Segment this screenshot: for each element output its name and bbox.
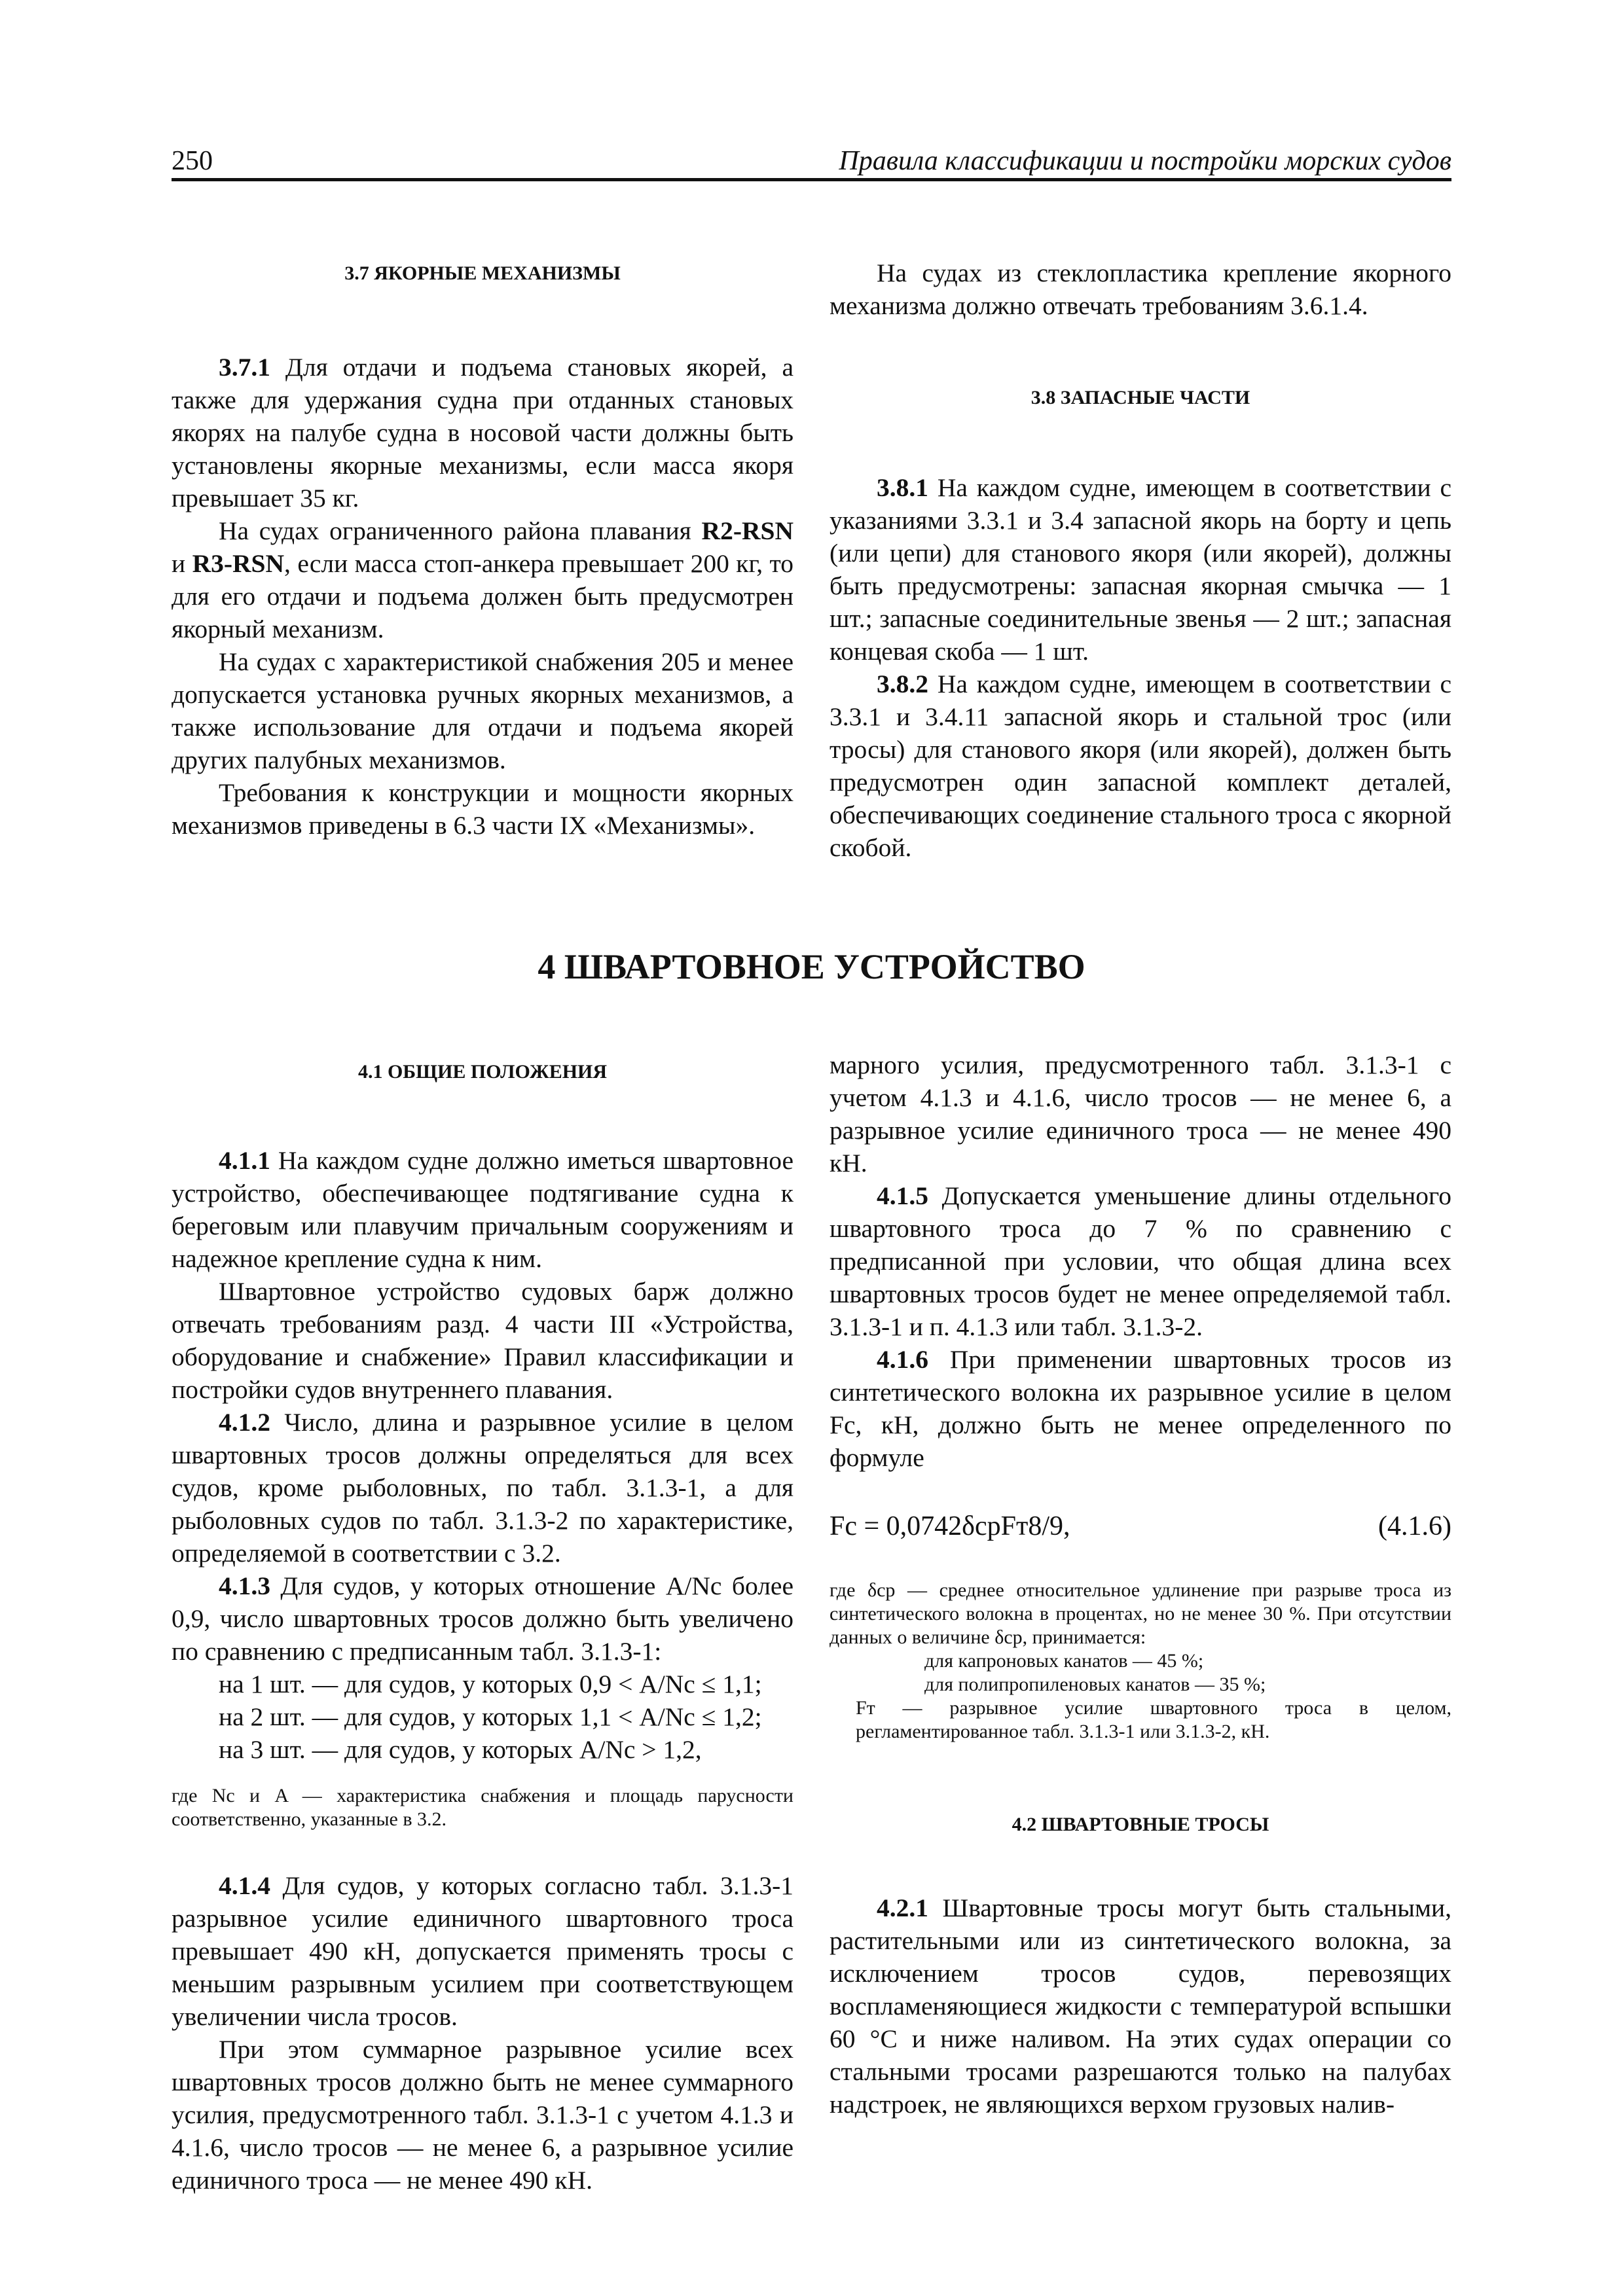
formula-legend-3: для полипропиленовых канатов — 35 %; — [924, 1674, 1266, 1695]
section-title-4-1: 4.1 ОБЩИЕ ПОЛОЖЕНИЯ — [357, 1061, 608, 1083]
header-rule — [172, 178, 1451, 181]
paragraph-4-1-1-b: Швартовное устройство судовых барж должно отвечать требованиям разд. 4 части III «Устройства, оборудование и снабжение» Правил классификации и постройки судов внутреннего плавания. — [172, 1277, 793, 1404]
paragraph-4-1-4: 4.1.4 Для судов, у которых согласно табл. 3.1.3-1 разрывное усилие единичного швартовного троса превышает 490 кН, допускается применять тросы с меньшим разрывным усилием при соответствующем увеличении числа тросов. — [172, 1871, 793, 2031]
paragraph-4-1-6: 4.1.6 При применении швартовных тросов из синтетического волокна их разрывное усилие в целом Fс, кН, должно быть не менее определенного по формуле — [830, 1345, 1451, 1472]
paragraph-4-1-2: 4.1.2 Число, длина и разрывное усилие в целом швартовных тросов должны определяться для всех судов, кроме рыболовных, по табл. 3.1.3-1, а для рыболовных судов по табл. 3.1.3-2 по характеристике, определяемой в соответствии с 3.2. — [172, 1408, 793, 1568]
list-item-3: на 3 шт. — для судов, у которых A/Nс > 1,2, — [219, 1735, 702, 1764]
section-title-3-8: 3.8 ЗАПАСНЫЕ ЧАСТИ — [1030, 387, 1250, 408]
paragraph-3-7-1: 3.7.1 Для отдачи и подъема становых якорей, а также для удержания судна при отданных становых якорях на палубе судна в носовой части должны быть установлены якорные механизмы, если масса якоря превышает 35 кг. — [172, 353, 793, 512]
column-bottom-right — [830, 1049, 1451, 2121]
section-title-3-7: 3.7 ЯКОРНЫЕ МЕХАНИЗМЫ — [344, 262, 621, 284]
clause-number: 4.1.3 — [219, 1571, 270, 1600]
clause-number: 4.1.6 — [877, 1345, 928, 1374]
chapter-title: 4 ШВАРТОВНОЕ УСТРОЙСТВО — [538, 947, 1085, 986]
paragraph-4-1-4-continuation: марного усилия, предусмотренного табл. 3.1.3-1 с учетом 4.1.3 и 4.1.6, число тросов — не менее 6, а разрывное усилие единичного троса — не менее 490 кН. — [830, 1050, 1451, 1177]
paragraph-3-7-1-e: На судах из стеклопластика крепление якорного механизма должно отвечать требованиям 3.6.1.4. — [830, 259, 1451, 320]
formula-4-1-6 — [830, 1507, 1451, 1546]
paragraph-3-7-1-c: На судах с характеристикой снабжения 205 и менее допускается установка ручных якорных механизмов, а также использование для отдачи и подъема якорей других палубных механизмов. — [172, 647, 793, 774]
paragraph-4-1-1: 4.1.1 На каждом судне должно иметься швартовное устройство, обеспечивающее подтягивание судна к береговым или плавучим причальным сооружениям и надежное крепление судна к ним. — [172, 1146, 793, 1273]
formula-legend-2: для капроновых канатов — 45 %; — [924, 1650, 1204, 1672]
clause-number: 4.1.2 — [219, 1408, 270, 1437]
class-notation: R3-RSN — [192, 549, 285, 578]
class-notation: R2-RSN — [701, 516, 793, 545]
clause-number: 4.1.1 — [219, 1146, 270, 1175]
formula-expression: Fс = 0,0742δсрFт8/9, — [830, 1511, 1070, 1541]
page-number: 250 — [172, 146, 213, 176]
list-item-2: на 2 шт. — для судов, у которых 1,1 < A/Nс ≤ 1,2; — [219, 1702, 762, 1731]
clause-number: 4.1.4 — [219, 1871, 270, 1900]
column-top-left — [172, 260, 793, 842]
clause-number: 3.8.2 — [877, 670, 928, 698]
paragraph-4-1-4-b: При этом суммарное разрывное усилие всех швартовных тросов должно быть не менее суммарного усилия, предусмотренного табл. 3.1.3-1 с учетом 4.1.3 и 4.1.6, число тросов — не менее 6, а разрывное усилие единичного троса — не менее 490 кН. — [172, 2035, 793, 2195]
footnote-4-1-3: где Nс и A — характеристика снабжения и площадь парусности соответственно, указанные в 3.2. — [172, 1785, 793, 1830]
formula-legend-1: где δср — среднее относительное удлинение при разрыве троса из синтетического волокна в процентах, но не менее 30 %. При отсутствии данных о величине δср, принимается: — [830, 1579, 1451, 1648]
section-title-4-2: 4.2 ШВАРТОВНЫЕ ТРОСЫ — [1012, 1814, 1269, 1835]
paragraph-4-1-3: 4.1.3 Для судов, у которых отношение A/Nс более 0,9, число швартовных тросов должно быть увеличено по сравнению с предписанным табл. 3.1.3-1: — [172, 1571, 793, 1666]
clause-number: 4.1.5 — [877, 1181, 928, 1210]
paragraph-4-1-5: 4.1.5 Допускается уменьшение длины отдельного швартовного троса до 7 % по сравнению с предписанной при условии, что общая длина всех швартовных тросов будет не менее определяемой табл. 3.1.3-1 и п. 4.1.3 или табл. 3.1.3-2. — [830, 1181, 1451, 1341]
formula-number: (4.1.6) — [1378, 1511, 1451, 1541]
paragraph-3-7-1-d: Требования к конструкции и мощности якорных механизмов приведены в 6.3 части IX «Механизмы». — [172, 778, 793, 840]
column-bottom-left — [172, 1059, 793, 2195]
list-item-1: на 1 шт. — для судов, у которых 0,9 < A/Nс ≤ 1,1; — [219, 1670, 762, 1698]
clause-number: 3.8.1 — [877, 473, 928, 502]
paragraph-3-8-2: 3.8.2 На каждом судне, имеющем в соответствии с 3.3.1 и 3.4.11 запасной якорь и стальной трос (или тросы) для станового якоря (или якорей), должен быть предусмотрен один запасной комплект деталей, обеспечивающих соединение стального троса с якорной скобой. — [830, 670, 1451, 862]
paragraph-3-7-1-b: На судах ограниченного района плавания R2-RSN и R3-RSN, если масса стоп-анкера превышает 200 кг, то для его отдачи и подъема должен быть предусмотрен якорный механизм. — [172, 516, 793, 643]
clause-number: 3.7.1 — [219, 353, 270, 382]
paragraph-3-8-1: 3.8.1 На каждом судне, имеющем в соответствии с указаниями 3.3.1 и 3.4 запасной якорь на борту и цепь (или цепи) для станового якоря (или якорей), должны быть предусмотрены: запасная якорная смычка — 1 шт.; запасные соединительные звенья — 2 шт.; запасная концевая скоба — 1 шт. — [830, 473, 1451, 666]
formula-legend-4: Fт — разрывное усилие швартовного троса в целом, регламентированное табл. 3.1.3-1 или 3.1.3-2, кН. — [856, 1697, 1451, 1742]
paragraph-4-2-1: 4.2.1 Швартовные тросы могут быть стальными, растительными или из синтетического волокна, за исключением тросов судов, перевозящих воспламеняющиеся жидкости с температурой вспышки 60 °С и ниже наливом. На этих судах операции со стальными тросами разрешаются только на палубах надстроек, не являющихся верхом грузовых налив- — [830, 1893, 1451, 2119]
column-top-right — [830, 257, 1451, 864]
clause-number: 4.2.1 — [877, 1893, 928, 1922]
running-title: Правила классификации и постройки морских судов — [839, 146, 1451, 176]
page-header — [172, 145, 1451, 177]
